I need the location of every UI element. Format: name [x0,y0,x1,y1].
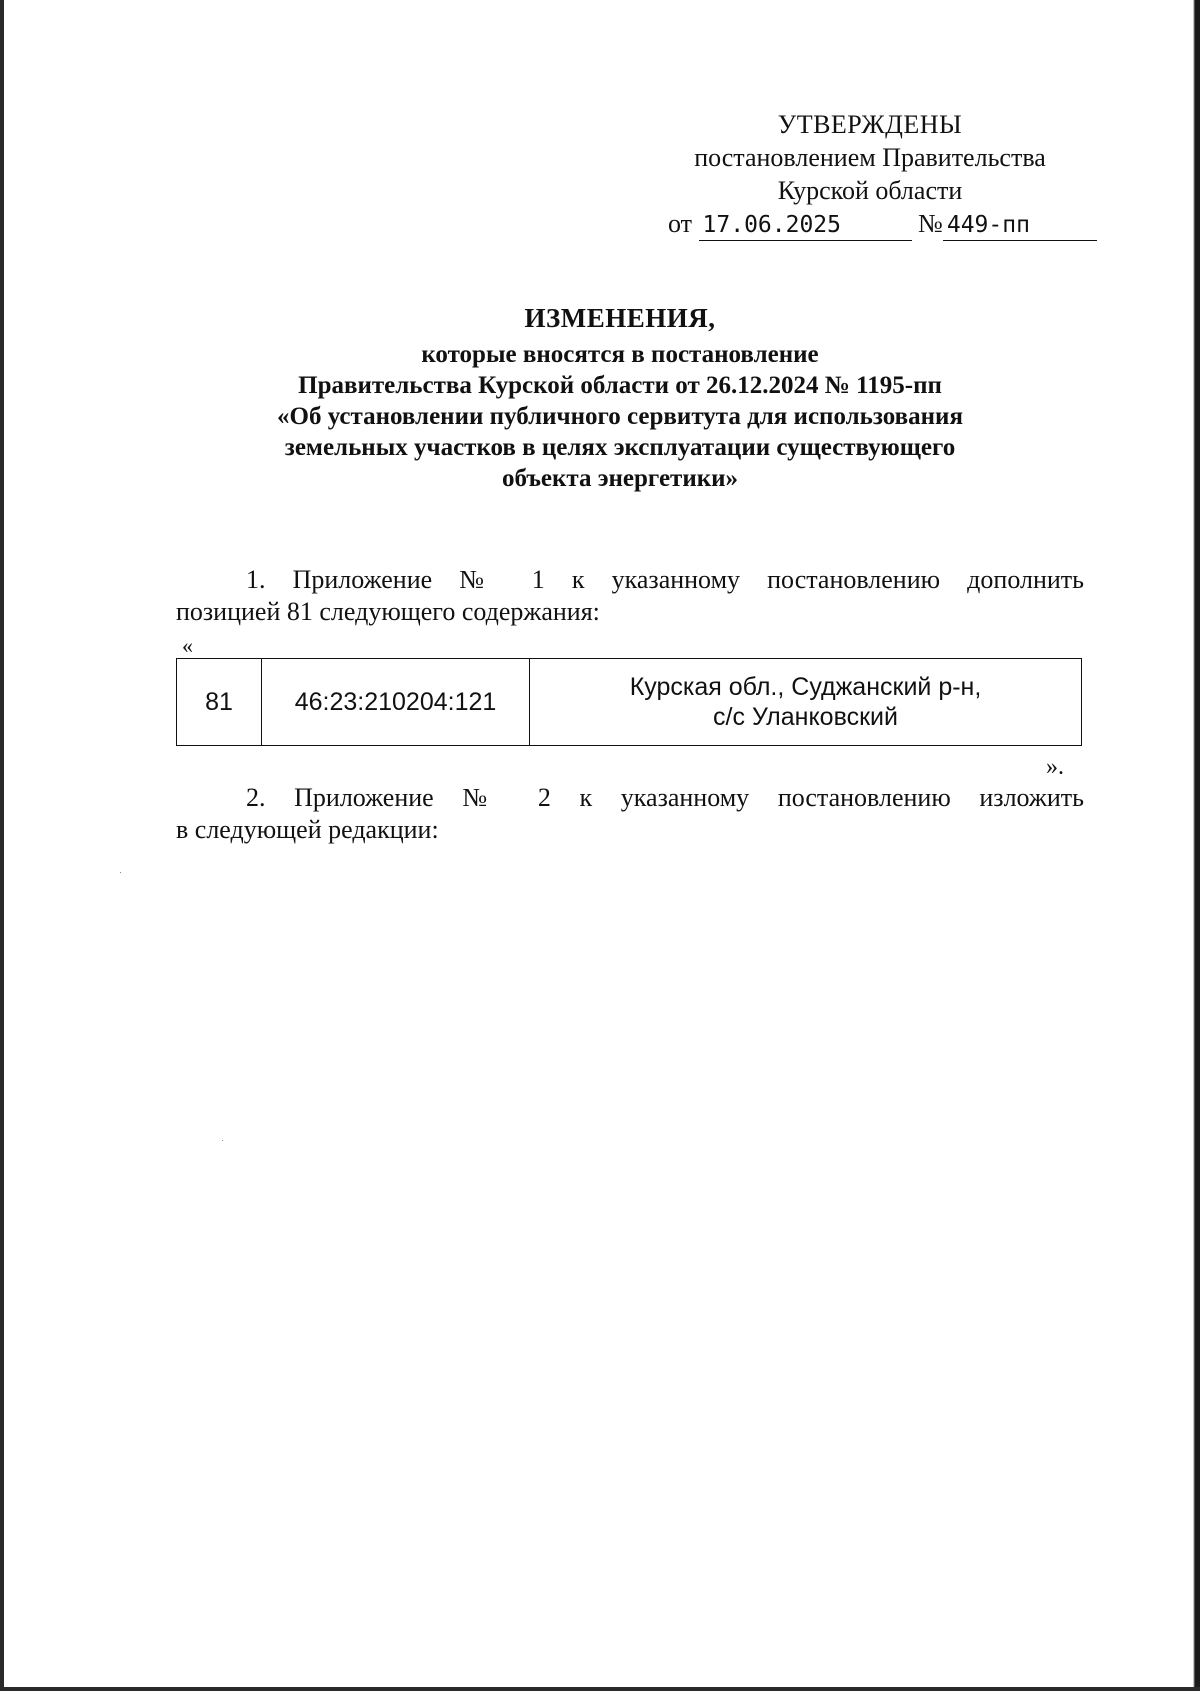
approval-heading: УТВЕРЖДЕНЫ [777,110,963,139]
address-line-2: с/с Уланковский [713,703,898,731]
paragraph-1 [176,564,1084,628]
scan-edge-right [1193,0,1200,1691]
approval-line-1: постановлением Правительства [694,143,1046,172]
address-cell [530,659,1082,746]
approval-date: 17.06.2025 [699,210,912,241]
title-main: ИЗМЕНЕНИЯ, [524,303,716,333]
title-line-4: земельных участков в целях эксплуатации существующего [284,434,956,461]
scan-speck [120,872,121,873]
paragraph-1-rest: позицией 81 следующего содержания: [176,597,600,626]
paragraph-2-first-line: 2. Приложение № 2 к указанному постановлению изложить [246,783,1084,812]
approval-number: 449-пп [943,210,1097,241]
table-row [177,659,1082,746]
cadastral-number-cell: 46:23:210204:121 [262,659,530,746]
scan-speck [222,1140,223,1141]
approval-block [660,108,1080,207]
paragraph-2-rest: в следующей редакции: [176,815,439,844]
approval-reference [668,207,1097,241]
address-line-1: Курская обл., Суджанский р-н, [629,673,982,701]
scan-edge-left [0,0,4,1691]
quote-open: « [182,633,193,658]
title-line-5: объекта энергетики» [501,465,739,492]
scan-edge-bottom [0,1687,1200,1691]
number-label: № [918,209,943,238]
approval-line-2: Курской области [777,176,963,205]
addition-table [176,658,1082,746]
title-line-2: Правительства Курской области от 26.12.2024 № 1195-пп [298,372,942,399]
document-title [160,303,1080,494]
paragraph-2 [176,782,1084,846]
paragraph-1-first-line: 1. Приложение № 1 к указанному постановлению дополнить [246,565,1084,594]
position-cell: 81 [177,659,262,746]
quote-close: ». [1046,754,1064,780]
title-line-1: которые вносятся в постановление [421,341,819,368]
from-label: от [668,209,693,238]
title-line-3: «Об установлении публичного сервитута для использования [277,403,963,430]
